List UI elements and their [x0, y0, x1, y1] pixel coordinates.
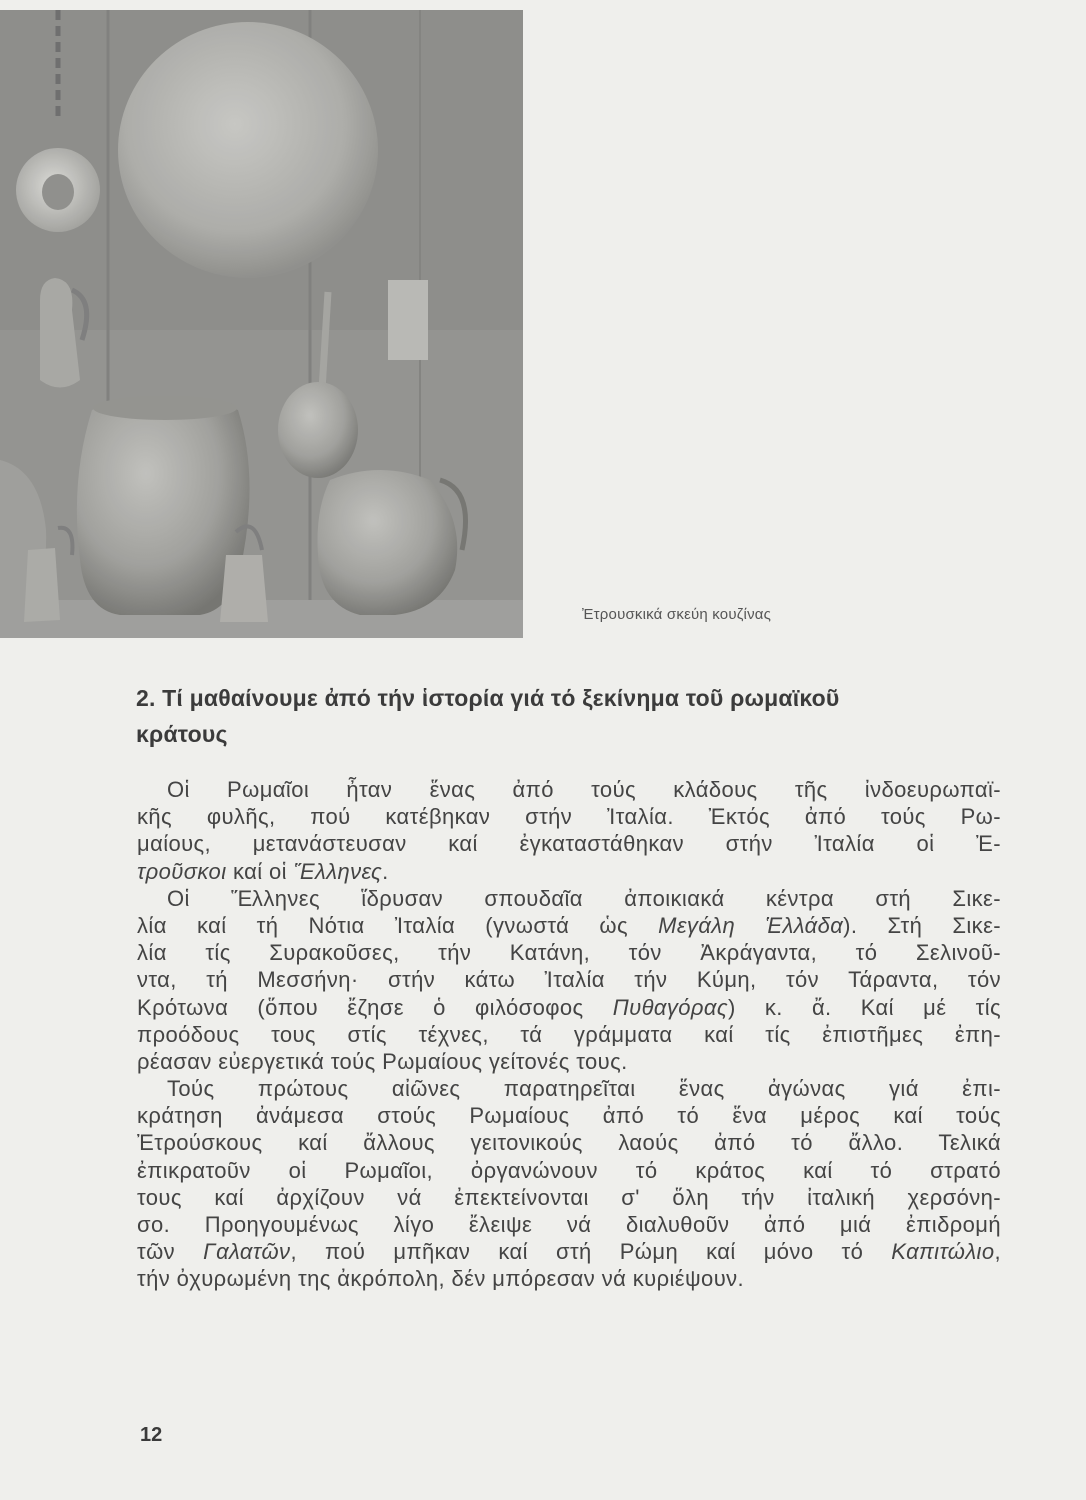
text-line: λία τίς Συρακοῦσες, τήν Κατάνη, τόν Ἀκράγαντα, τό Σελινοῦ- [137, 940, 1001, 966]
text-line: τήν ὀχυρωμένη της ἀκρόπολη, δέν μπόρεσαν νά κυριέψουν. [137, 1266, 745, 1292]
text-span: , πού μπῆκαν καί στή Ρώμη καί μόνο τό [290, 1239, 892, 1265]
body-text [137, 776, 1001, 1293]
text-line [137, 912, 1001, 939]
text-line: κῆς φυλῆς, πού κατέβηκαν στήν Ἰταλία. Ἐκτός ἀπό τούς Ρω- [137, 804, 1001, 830]
text-line: Ἐτρούσκους καί ἄλλους γειτονικούς λαούς ἀπό τό ἄλλο. Τελικά [137, 1130, 1001, 1156]
text-line: ντα, τή Μεσσήνη· στήν κάτω Ἰταλία τήν Κύμη, τόν Τάραντα, τόν [137, 967, 1001, 993]
text-span: , [994, 1239, 1001, 1265]
text-span: λία καί τή Νότια Ἰταλία (γνωστά ὡς [137, 912, 659, 938]
text-span: ). Στή Σικε- [843, 912, 1002, 938]
etruscan-kitchenware-photo [0, 10, 523, 638]
page-number: 12 [140, 1424, 163, 1446]
italic-term: Πυθαγόρας [612, 994, 728, 1020]
text-span: τῶν [137, 1239, 204, 1265]
text-span: . [382, 858, 389, 884]
text-span: καί οἱ [226, 858, 294, 884]
italic-term: Ἕλληνες [293, 858, 383, 884]
italic-term: Καπιτώλιο [891, 1239, 995, 1265]
section-heading-line-2: κράτους [136, 721, 228, 747]
section-heading [136, 680, 1016, 752]
text-line: Οἱ Ἕλληνες ἵδρυσαν σπουδαῖα ἀποικιακά κέντρα στή Σικε- [167, 885, 1001, 911]
text-span: ) κ. ἄ. Καί μέ τίς [727, 994, 1001, 1020]
text-line: ρέασαν εὐεργετικά τούς Ρωμαίους γείτονές τους. [137, 1048, 628, 1074]
italic-term: τροῦσκοι [137, 858, 227, 884]
text-line: μαίους, μετανάστευσαν καί ἐγκαταστάθηκαν στήν Ἰταλία οἱ Ἐ- [137, 831, 1001, 857]
text-span: Κρότωνα (ὅπου ἔζησε ὁ φιλόσοφος [137, 994, 613, 1020]
text-line: τους καί ἀρχίζουν νά ἐπεκτείνονται σ' ὅλη τήν ἰταλική χερσόνη- [137, 1184, 1001, 1210]
italic-term: Μεγάλη Ἑλλάδα [658, 912, 844, 938]
text-line: Τούς πρώτους αἰῶνες παρατηρεῖται ἕνας ἀγώνας γιά ἐπι- [167, 1076, 1001, 1102]
figure-caption: Ἐτρουσκικά σκεύη κουζίνας [582, 606, 772, 623]
text-line: κράτηση ἀνάμεσα στούς Ρωμαίους ἀπό τό ἕνα μέρος καί τούς [137, 1103, 1001, 1129]
section-heading-line-1: 2. Τί μαθαίνουμε ἀπό τήν ἱστορία γιά τό ξεκίνημα τοῦ ρωμαϊκοῦ [136, 685, 840, 711]
text-line: προόδους τους στίς τέχνες, τά γράμματα καί τίς ἐπιστῆμες ἐπη- [137, 1021, 1001, 1047]
italic-term: Γαλατῶν [203, 1239, 291, 1265]
text-line: Οἱ Ρωμαῖοι ἦταν ἕνας ἀπό τούς κλάδους τῆς ἰνδοευρωπαϊ- [167, 777, 1001, 802]
text-line [137, 858, 1001, 885]
text-line: σο. Προηγουμένως λίγο ἔλειψε νά διαλυθοῦν ἀπό μιά ἐπιδρομή [137, 1212, 1001, 1237]
text-line [137, 1238, 1001, 1265]
photo-illustration [0, 10, 523, 638]
text-line: ἐπικρατοῦν οἱ Ρωμαῖοι, ὀργανώνουν τό κράτος καί τό στρατό [137, 1157, 1001, 1183]
text-line [137, 994, 1001, 1021]
